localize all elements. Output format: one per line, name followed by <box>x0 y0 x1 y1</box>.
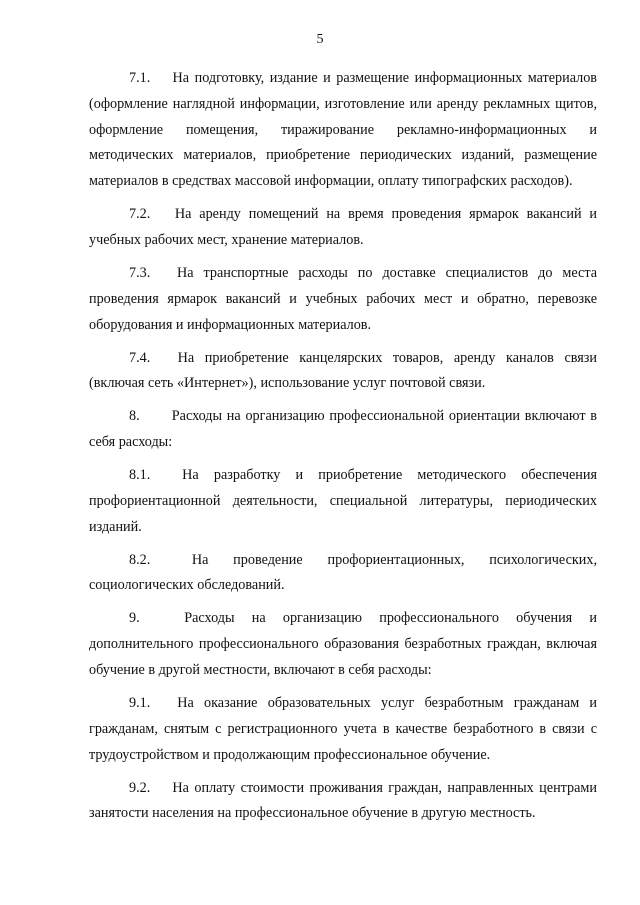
document-body <box>89 66 597 834</box>
paragraph-text: На разработку и приобретение методического обеспечения профориентационной деятельности, специальной литературы, периодических изданий. <box>89 467 598 535</box>
paragraph-number: 8.2. <box>129 551 151 568</box>
paragraph-8-2 <box>89 548 597 600</box>
paragraph-number: 9.1. <box>129 695 151 712</box>
paragraph-text: Расходы на организацию профессионального обучения и дополнительного профессионального образования безработных граждан, включая обучение в другой местности, включают в себя расходы: <box>89 610 598 679</box>
paragraph-9-2 <box>89 776 597 828</box>
paragraph-text: На приобретение канцелярских товаров, аренду каналов связи (включая сеть «Интернет»), использование услуг почтовой связи. <box>89 349 598 392</box>
paragraph-number: 7.1. <box>129 70 151 86</box>
paragraph-number: 7.2. <box>129 206 151 223</box>
paragraph-number: 7.3. <box>129 264 151 281</box>
paragraph-number: 7.4. <box>129 349 151 366</box>
paragraph-9-1 <box>89 691 597 768</box>
paragraph-text: Расходы на организацию профессиональной ориентации включают в себя расходы: <box>89 408 597 451</box>
paragraph-7-2 <box>89 202 597 254</box>
paragraph-text: На транспортные расходы по доставке специалистов до места проведения ярмарок вакансий и учебных рабочих мест и обратно, перевозке оборудования и информационных материалов. <box>89 264 598 333</box>
paragraph-7-3 <box>89 261 597 338</box>
paragraph-7-1 <box>89 66 597 195</box>
paragraph-number: 9.2. <box>129 779 151 796</box>
paragraph-text: На оплату стоимости проживания граждан, направленных центрами занятости населения на профессиональное обучение в другую местность. <box>89 779 597 822</box>
paragraph-text: На оказание образовательных услуг безработным гражданам и гражданам, снятым с регистрационного учета в качестве безработного в связи с трудоустройством и продолжающим профессиональное обучение. <box>89 695 597 763</box>
paragraph-text: На подготовку, издание и размещение информационных материалов (оформление наглядной информации, изготовление или аренду рекламных щитов, оформление помещения, тиражирование рекламно-информационных и методических материалов, приобретение периодических изданий, размещение материалов в средствах массовой информации, оплату типографских расходов). <box>89 70 598 190</box>
paragraph-number: 8.1. <box>129 467 151 484</box>
paragraph-8-1 <box>89 463 597 540</box>
page-number: 5 <box>316 32 324 47</box>
paragraph-text: На аренду помещений на время проведения ярмарок вакансий и учебных рабочих мест, хранение материалов. <box>89 206 598 248</box>
paragraph-number: 8. <box>129 408 140 425</box>
paragraph-text: На проведение профориентационных, психологических, социологических обследований. <box>89 551 598 594</box>
paragraph-9 <box>89 606 597 683</box>
paragraph-8 <box>89 404 597 456</box>
paragraph-number: 9. <box>129 610 140 627</box>
paragraph-7-4 <box>89 346 597 398</box>
